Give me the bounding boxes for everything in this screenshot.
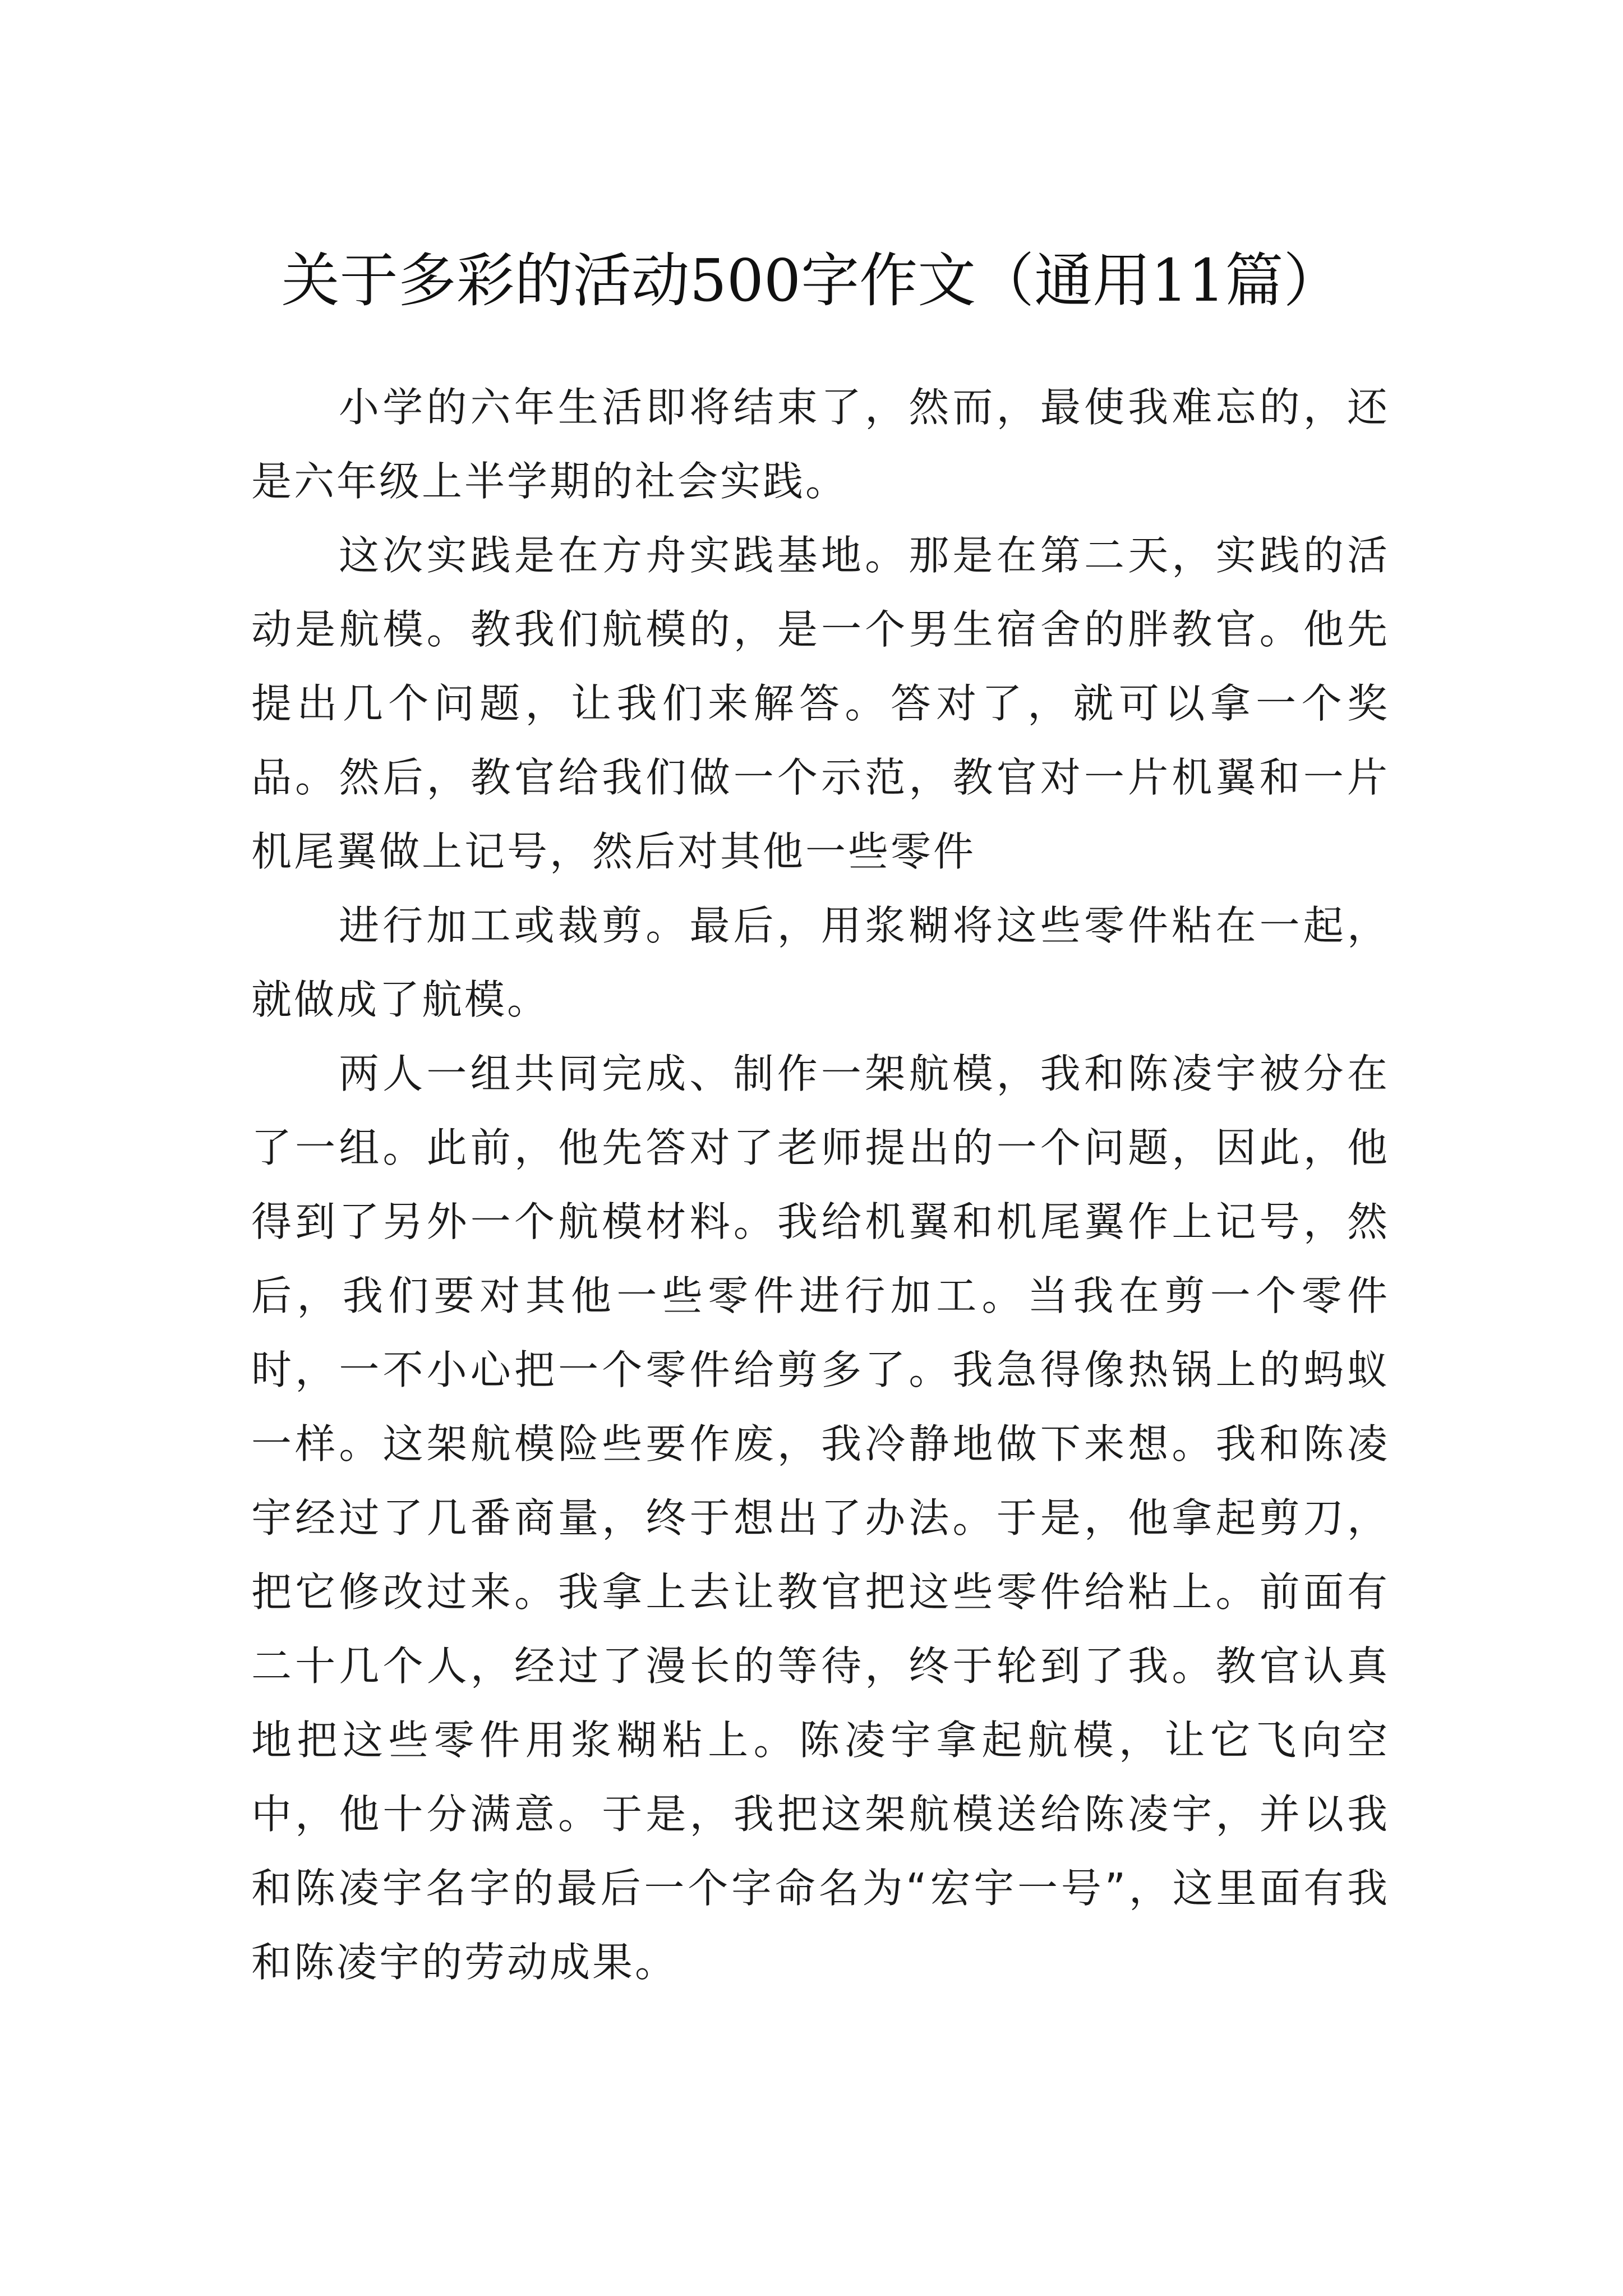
document-body [251,370,1390,1999]
paragraph: 这次实践是在方舟实践基地。那是在第二天，实践的活动是航模。教我们航模的，是一个男生宿舍的胖教官。他先提出几个问题，让我们来解答。答对了，就可以拿一个奖品。然后，教官给我们做一个示范，教官对一片机翼和一片机尾翼做上记号，然后对其他一些零件 [251,532,1390,875]
paragraph: 小学的六年生活即将结束了，然而，最使我难忘的，还是六年级上半学期的社会实践。 [251,384,1390,505]
paragraph: 进行加工或裁剪。最后，用浆糊将这些零件粘在一起，就做成了航模。 [251,902,1390,1023]
paragraph: 两人一组共同完成、制作一架航模，我和陈凌宇被分在了一组。此前，他先答对了老师提出的一个问题，因此，他得到了另外一个航模材料。我给机翼和机尾翼作上记号，然后，我们要对其他一些零件进行加工。当我在剪一个零件时，一不小心把一个零件给剪多了。我急得像热锅上的蚂蚁一样。这架航模险些要作废，我冷静地做下来想。我和陈凌宇经过了几番商量，终于想出了办法。于是，他拿起剪刀，把它修改过来。我拿上去让教官把这些零件给粘上。前面有二十几个人，经过了漫长的等待，终于轮到了我。教官认真地把这些零件用浆糊粘上。陈凌宇拿起航模，让它飞向空中，他十分满意。于是，我把这架航模送给陈凌宇，并以我和陈凌宇名字的最后一个字命名为“宏宇一号”，这里面有我和陈凌宇的劳动成果。 [251,1050,1390,1986]
document-title: 关于多彩的活动500字作文（通用11篇） [281,246,1342,315]
